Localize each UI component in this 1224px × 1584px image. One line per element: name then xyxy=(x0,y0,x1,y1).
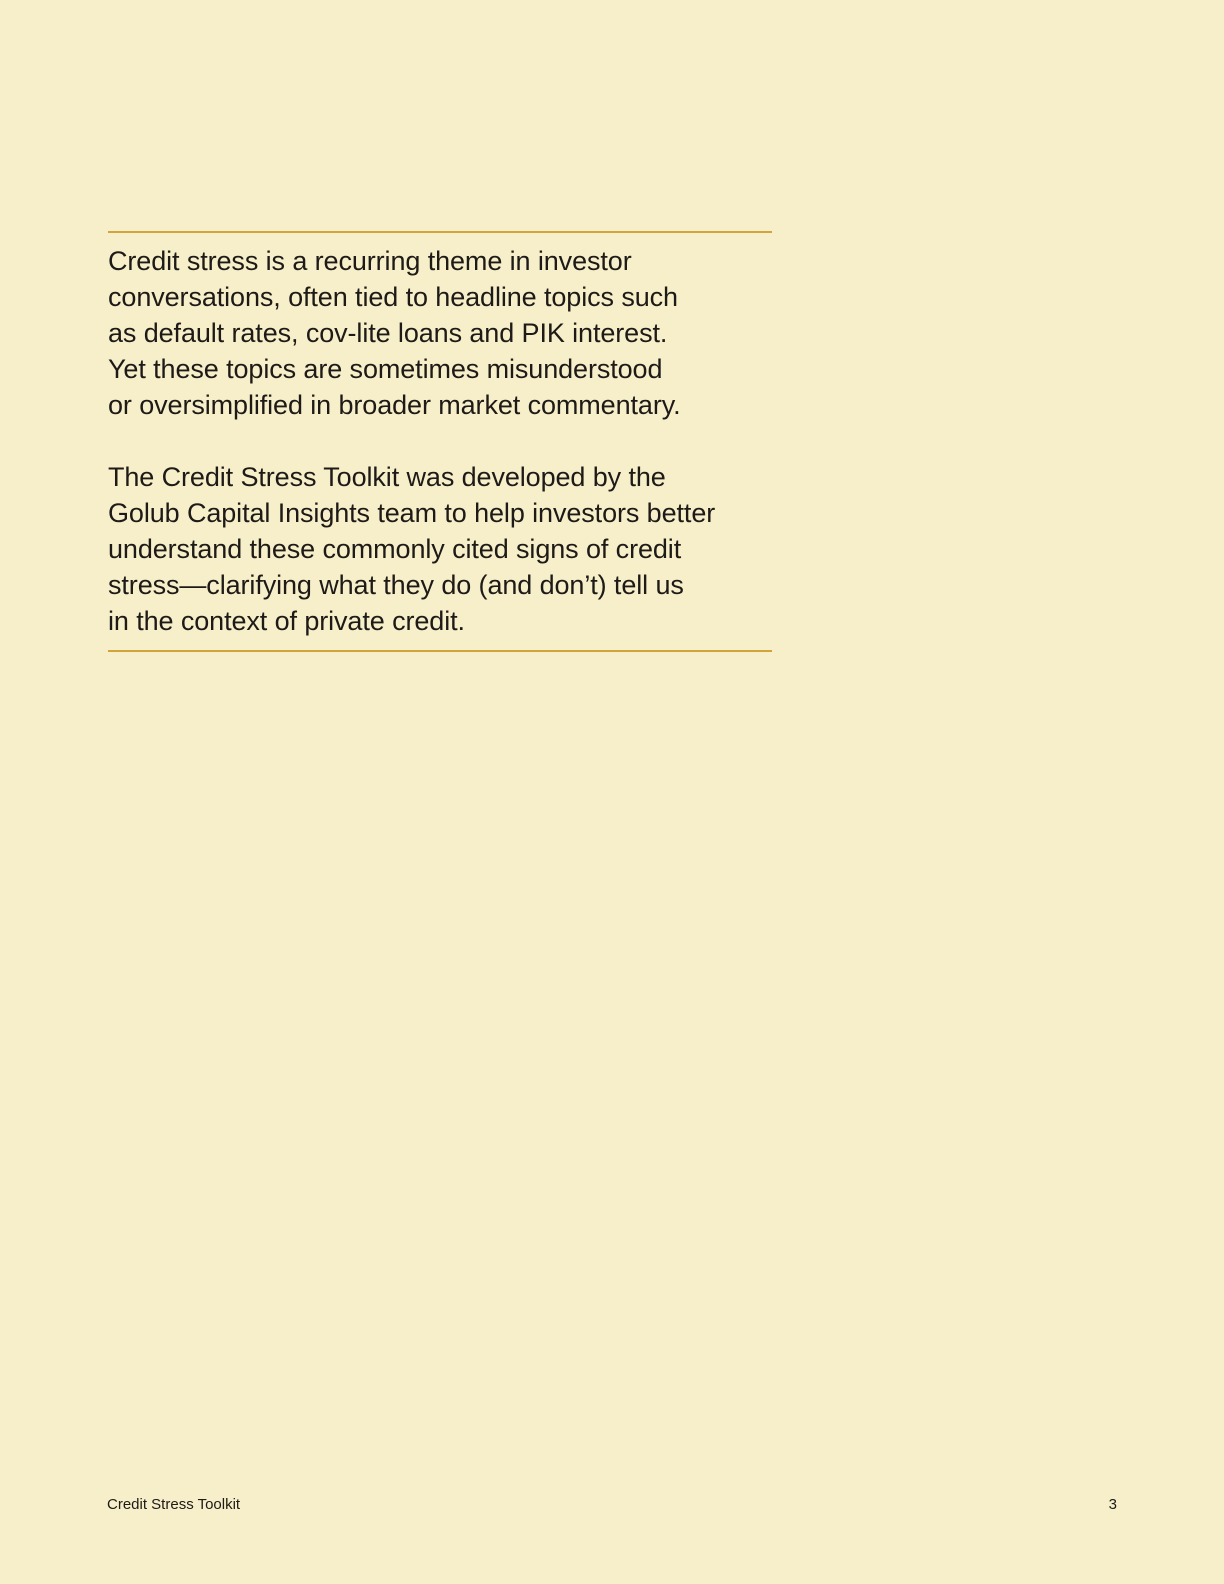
page-number: 3 xyxy=(1108,1496,1117,1513)
intro-paragraph-2: The Credit Stress Toolkit was developed by the Golub Capital Insights team to help investors better understand these commonly cited signs of credit stress—clarifying what they do (and don’t) tell us in the context of private credit. xyxy=(108,462,716,636)
intro-paragraph-1: Credit stress is a recurring theme in investor conversations, often tied to headline topics such as default rates, cov-lite loans and PIK interest. Yet these topics are sometimes misunderstood or oversimplified in broader market commentary. xyxy=(108,246,681,420)
top-divider xyxy=(108,231,772,233)
footer-document-title: Credit Stress Toolkit xyxy=(107,1496,241,1513)
bottom-divider xyxy=(108,650,772,652)
intro-block xyxy=(108,231,772,652)
